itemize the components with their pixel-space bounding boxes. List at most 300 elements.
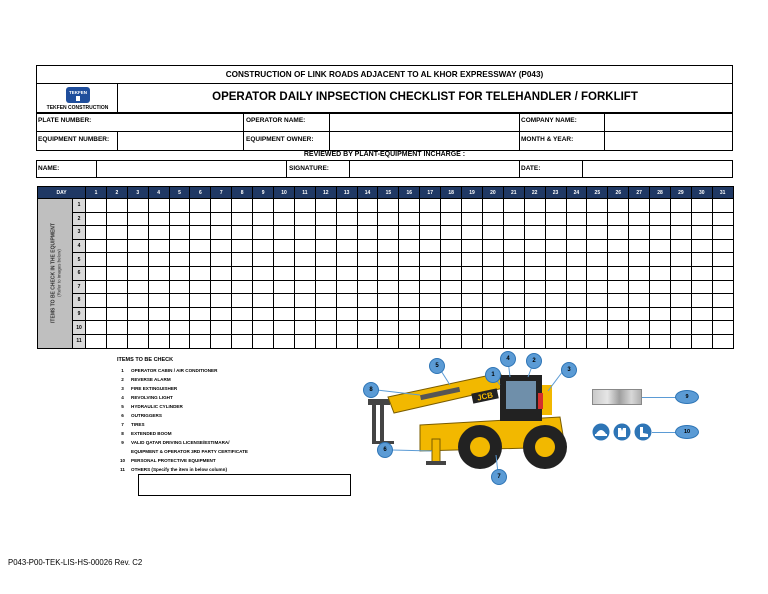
check-cell[interactable] bbox=[253, 266, 274, 280]
check-cell[interactable] bbox=[336, 321, 357, 335]
check-cell[interactable] bbox=[148, 321, 169, 335]
check-cell[interactable] bbox=[566, 321, 587, 335]
check-cell[interactable] bbox=[482, 266, 503, 280]
check-cell[interactable] bbox=[712, 321, 733, 335]
check-cell[interactable] bbox=[232, 253, 253, 267]
check-cell[interactable] bbox=[315, 280, 336, 294]
check-cell[interactable] bbox=[545, 212, 566, 226]
check-cell[interactable] bbox=[127, 280, 148, 294]
check-cell[interactable] bbox=[106, 321, 127, 335]
check-cell[interactable] bbox=[650, 307, 671, 321]
check-cell[interactable] bbox=[482, 321, 503, 335]
check-cell[interactable] bbox=[712, 280, 733, 294]
check-cell[interactable] bbox=[378, 239, 399, 253]
check-cell[interactable] bbox=[190, 266, 211, 280]
check-cell[interactable] bbox=[650, 321, 671, 335]
check-cell[interactable] bbox=[545, 321, 566, 335]
check-cell[interactable] bbox=[378, 199, 399, 213]
check-cell[interactable] bbox=[650, 253, 671, 267]
check-cell[interactable] bbox=[629, 199, 650, 213]
check-cell[interactable] bbox=[670, 294, 691, 308]
check-cell[interactable] bbox=[190, 226, 211, 240]
check-cell[interactable] bbox=[691, 253, 712, 267]
check-cell[interactable] bbox=[378, 280, 399, 294]
check-cell[interactable] bbox=[127, 294, 148, 308]
check-cell[interactable] bbox=[190, 307, 211, 321]
check-cell[interactable] bbox=[608, 294, 629, 308]
check-cell[interactable] bbox=[232, 334, 253, 348]
check-cell[interactable] bbox=[169, 280, 190, 294]
check-cell[interactable] bbox=[86, 199, 107, 213]
check-cell[interactable] bbox=[357, 280, 378, 294]
check-cell[interactable] bbox=[294, 294, 315, 308]
check-cell[interactable] bbox=[482, 253, 503, 267]
check-cell[interactable] bbox=[524, 307, 545, 321]
check-cell[interactable] bbox=[691, 334, 712, 348]
check-cell[interactable] bbox=[503, 199, 524, 213]
check-cell[interactable] bbox=[420, 266, 441, 280]
check-cell[interactable] bbox=[357, 212, 378, 226]
check-cell[interactable] bbox=[629, 307, 650, 321]
check-cell[interactable] bbox=[587, 253, 608, 267]
check-cell[interactable] bbox=[211, 280, 232, 294]
check-cell[interactable] bbox=[545, 307, 566, 321]
check-cell[interactable] bbox=[294, 253, 315, 267]
check-cell[interactable] bbox=[608, 321, 629, 335]
check-cell[interactable] bbox=[169, 239, 190, 253]
check-cell[interactable] bbox=[524, 280, 545, 294]
check-cell[interactable] bbox=[336, 253, 357, 267]
check-cell[interactable] bbox=[712, 199, 733, 213]
check-cell[interactable] bbox=[253, 253, 274, 267]
check-cell[interactable] bbox=[315, 334, 336, 348]
check-cell[interactable] bbox=[232, 239, 253, 253]
check-cell[interactable] bbox=[524, 253, 545, 267]
check-cell[interactable] bbox=[691, 212, 712, 226]
check-cell[interactable] bbox=[169, 212, 190, 226]
check-cell[interactable] bbox=[86, 334, 107, 348]
check-cell[interactable] bbox=[232, 307, 253, 321]
check-cell[interactable] bbox=[524, 334, 545, 348]
check-cell[interactable] bbox=[378, 307, 399, 321]
check-cell[interactable] bbox=[587, 239, 608, 253]
check-cell[interactable] bbox=[587, 266, 608, 280]
check-cell[interactable] bbox=[294, 307, 315, 321]
check-cell[interactable] bbox=[315, 294, 336, 308]
check-cell[interactable] bbox=[294, 239, 315, 253]
check-cell[interactable] bbox=[608, 334, 629, 348]
check-cell[interactable] bbox=[650, 212, 671, 226]
check-cell[interactable] bbox=[148, 266, 169, 280]
check-cell[interactable] bbox=[691, 266, 712, 280]
check-cell[interactable] bbox=[441, 199, 462, 213]
check-cell[interactable] bbox=[441, 294, 462, 308]
check-cell[interactable] bbox=[399, 266, 420, 280]
check-cell[interactable] bbox=[127, 239, 148, 253]
check-cell[interactable] bbox=[629, 266, 650, 280]
check-cell[interactable] bbox=[587, 226, 608, 240]
check-cell[interactable] bbox=[629, 212, 650, 226]
check-cell[interactable] bbox=[357, 226, 378, 240]
check-cell[interactable] bbox=[441, 253, 462, 267]
check-cell[interactable] bbox=[336, 307, 357, 321]
check-cell[interactable] bbox=[106, 307, 127, 321]
check-cell[interactable] bbox=[524, 226, 545, 240]
check-cell[interactable] bbox=[294, 334, 315, 348]
check-cell[interactable] bbox=[106, 334, 127, 348]
check-cell[interactable] bbox=[629, 239, 650, 253]
check-cell[interactable] bbox=[691, 294, 712, 308]
check-cell[interactable] bbox=[106, 212, 127, 226]
check-cell[interactable] bbox=[190, 280, 211, 294]
check-cell[interactable] bbox=[503, 253, 524, 267]
check-cell[interactable] bbox=[691, 321, 712, 335]
check-cell[interactable] bbox=[462, 266, 483, 280]
check-cell[interactable] bbox=[357, 239, 378, 253]
check-cell[interactable] bbox=[357, 334, 378, 348]
check-cell[interactable] bbox=[608, 307, 629, 321]
check-cell[interactable] bbox=[399, 239, 420, 253]
check-cell[interactable] bbox=[378, 212, 399, 226]
check-cell[interactable] bbox=[691, 307, 712, 321]
check-cell[interactable] bbox=[503, 321, 524, 335]
check-cell[interactable] bbox=[608, 239, 629, 253]
check-cell[interactable] bbox=[274, 307, 295, 321]
check-cell[interactable] bbox=[148, 212, 169, 226]
check-cell[interactable] bbox=[148, 280, 169, 294]
check-cell[interactable] bbox=[712, 266, 733, 280]
check-cell[interactable] bbox=[545, 294, 566, 308]
check-cell[interactable] bbox=[629, 280, 650, 294]
check-cell[interactable] bbox=[629, 321, 650, 335]
check-cell[interactable] bbox=[608, 266, 629, 280]
check-cell[interactable] bbox=[190, 212, 211, 226]
check-cell[interactable] bbox=[670, 226, 691, 240]
check-cell[interactable] bbox=[127, 253, 148, 267]
check-cell[interactable] bbox=[482, 294, 503, 308]
check-cell[interactable] bbox=[629, 226, 650, 240]
check-cell[interactable] bbox=[482, 239, 503, 253]
check-cell[interactable] bbox=[482, 199, 503, 213]
check-cell[interactable] bbox=[86, 253, 107, 267]
check-cell[interactable] bbox=[587, 212, 608, 226]
check-cell[interactable] bbox=[190, 294, 211, 308]
check-cell[interactable] bbox=[462, 280, 483, 294]
check-cell[interactable] bbox=[378, 266, 399, 280]
check-cell[interactable] bbox=[670, 334, 691, 348]
check-cell[interactable] bbox=[86, 266, 107, 280]
check-cell[interactable] bbox=[420, 280, 441, 294]
check-cell[interactable] bbox=[566, 239, 587, 253]
check-cell[interactable] bbox=[169, 334, 190, 348]
check-cell[interactable] bbox=[566, 294, 587, 308]
check-cell[interactable] bbox=[127, 266, 148, 280]
check-cell[interactable] bbox=[399, 294, 420, 308]
check-cell[interactable] bbox=[357, 294, 378, 308]
check-cell[interactable] bbox=[190, 321, 211, 335]
check-cell[interactable] bbox=[712, 239, 733, 253]
check-cell[interactable] bbox=[420, 334, 441, 348]
check-cell[interactable] bbox=[545, 334, 566, 348]
check-cell[interactable] bbox=[148, 294, 169, 308]
check-cell[interactable] bbox=[211, 266, 232, 280]
check-cell[interactable] bbox=[524, 199, 545, 213]
check-cell[interactable] bbox=[315, 226, 336, 240]
check-cell[interactable] bbox=[420, 294, 441, 308]
check-cell[interactable] bbox=[294, 266, 315, 280]
check-cell[interactable] bbox=[211, 334, 232, 348]
check-cell[interactable] bbox=[106, 226, 127, 240]
check-cell[interactable] bbox=[441, 239, 462, 253]
check-cell[interactable] bbox=[712, 226, 733, 240]
check-cell[interactable] bbox=[670, 321, 691, 335]
check-cell[interactable] bbox=[190, 253, 211, 267]
check-cell[interactable] bbox=[336, 294, 357, 308]
check-cell[interactable] bbox=[336, 266, 357, 280]
check-cell[interactable] bbox=[169, 294, 190, 308]
check-cell[interactable] bbox=[399, 321, 420, 335]
check-cell[interactable] bbox=[462, 226, 483, 240]
check-cell[interactable] bbox=[315, 266, 336, 280]
check-cell[interactable] bbox=[524, 321, 545, 335]
check-cell[interactable] bbox=[503, 239, 524, 253]
check-cell[interactable] bbox=[441, 226, 462, 240]
check-cell[interactable] bbox=[253, 307, 274, 321]
check-cell[interactable] bbox=[691, 199, 712, 213]
check-cell[interactable] bbox=[650, 294, 671, 308]
check-cell[interactable] bbox=[169, 253, 190, 267]
check-cell[interactable] bbox=[274, 334, 295, 348]
check-cell[interactable] bbox=[482, 280, 503, 294]
check-cell[interactable] bbox=[211, 199, 232, 213]
check-cell[interactable] bbox=[712, 334, 733, 348]
check-cell[interactable] bbox=[106, 294, 127, 308]
check-cell[interactable] bbox=[524, 266, 545, 280]
check-cell[interactable] bbox=[211, 321, 232, 335]
check-cell[interactable] bbox=[86, 280, 107, 294]
check-cell[interactable] bbox=[315, 321, 336, 335]
check-cell[interactable] bbox=[86, 321, 107, 335]
check-cell[interactable] bbox=[462, 294, 483, 308]
check-cell[interactable] bbox=[670, 253, 691, 267]
check-cell[interactable] bbox=[566, 199, 587, 213]
check-cell[interactable] bbox=[524, 239, 545, 253]
check-cell[interactable] bbox=[441, 212, 462, 226]
check-cell[interactable] bbox=[148, 307, 169, 321]
check-cell[interactable] bbox=[106, 199, 127, 213]
check-cell[interactable] bbox=[566, 307, 587, 321]
check-cell[interactable] bbox=[148, 239, 169, 253]
check-cell[interactable] bbox=[608, 212, 629, 226]
check-cell[interactable] bbox=[420, 226, 441, 240]
check-cell[interactable] bbox=[148, 334, 169, 348]
check-cell[interactable] bbox=[86, 226, 107, 240]
check-cell[interactable] bbox=[232, 280, 253, 294]
check-cell[interactable] bbox=[712, 307, 733, 321]
check-cell[interactable] bbox=[670, 307, 691, 321]
check-cell[interactable] bbox=[441, 266, 462, 280]
check-cell[interactable] bbox=[670, 266, 691, 280]
check-cell[interactable] bbox=[253, 239, 274, 253]
check-cell[interactable] bbox=[336, 199, 357, 213]
check-cell[interactable] bbox=[274, 226, 295, 240]
check-cell[interactable] bbox=[503, 334, 524, 348]
check-cell[interactable] bbox=[148, 253, 169, 267]
check-cell[interactable] bbox=[420, 253, 441, 267]
check-cell[interactable] bbox=[587, 334, 608, 348]
check-cell[interactable] bbox=[253, 294, 274, 308]
check-cell[interactable] bbox=[86, 212, 107, 226]
check-cell[interactable] bbox=[545, 266, 566, 280]
check-cell[interactable] bbox=[482, 212, 503, 226]
check-cell[interactable] bbox=[566, 226, 587, 240]
check-cell[interactable] bbox=[629, 294, 650, 308]
check-cell[interactable] bbox=[420, 321, 441, 335]
check-cell[interactable] bbox=[503, 280, 524, 294]
check-cell[interactable] bbox=[670, 280, 691, 294]
check-cell[interactable] bbox=[608, 253, 629, 267]
check-cell[interactable] bbox=[274, 199, 295, 213]
check-cell[interactable] bbox=[399, 253, 420, 267]
check-cell[interactable] bbox=[691, 280, 712, 294]
check-cell[interactable] bbox=[315, 253, 336, 267]
check-cell[interactable] bbox=[294, 212, 315, 226]
check-cell[interactable] bbox=[106, 280, 127, 294]
check-cell[interactable] bbox=[650, 239, 671, 253]
check-cell[interactable] bbox=[462, 239, 483, 253]
check-cell[interactable] bbox=[378, 321, 399, 335]
check-cell[interactable] bbox=[190, 334, 211, 348]
check-cell[interactable] bbox=[462, 253, 483, 267]
check-cell[interactable] bbox=[86, 294, 107, 308]
check-cell[interactable] bbox=[545, 280, 566, 294]
check-cell[interactable] bbox=[211, 253, 232, 267]
check-cell[interactable] bbox=[441, 334, 462, 348]
others-input-box[interactable] bbox=[138, 474, 351, 496]
check-cell[interactable] bbox=[608, 199, 629, 213]
check-cell[interactable] bbox=[650, 226, 671, 240]
check-cell[interactable] bbox=[420, 239, 441, 253]
check-cell[interactable] bbox=[274, 294, 295, 308]
check-cell[interactable] bbox=[127, 334, 148, 348]
check-cell[interactable] bbox=[169, 226, 190, 240]
check-cell[interactable] bbox=[378, 294, 399, 308]
check-cell[interactable] bbox=[253, 199, 274, 213]
check-cell[interactable] bbox=[545, 226, 566, 240]
check-cell[interactable] bbox=[441, 307, 462, 321]
check-cell[interactable] bbox=[399, 334, 420, 348]
check-cell[interactable] bbox=[691, 239, 712, 253]
check-cell[interactable] bbox=[691, 226, 712, 240]
check-cell[interactable] bbox=[127, 212, 148, 226]
check-cell[interactable] bbox=[378, 253, 399, 267]
check-cell[interactable] bbox=[629, 334, 650, 348]
check-cell[interactable] bbox=[587, 307, 608, 321]
check-cell[interactable] bbox=[232, 266, 253, 280]
check-cell[interactable] bbox=[503, 226, 524, 240]
check-cell[interactable] bbox=[650, 280, 671, 294]
check-cell[interactable] bbox=[86, 307, 107, 321]
check-cell[interactable] bbox=[190, 239, 211, 253]
check-cell[interactable] bbox=[336, 239, 357, 253]
check-cell[interactable] bbox=[587, 199, 608, 213]
check-cell[interactable] bbox=[232, 212, 253, 226]
check-cell[interactable] bbox=[127, 199, 148, 213]
check-cell[interactable] bbox=[294, 226, 315, 240]
check-cell[interactable] bbox=[232, 294, 253, 308]
check-cell[interactable] bbox=[650, 266, 671, 280]
check-cell[interactable] bbox=[357, 253, 378, 267]
check-cell[interactable] bbox=[253, 280, 274, 294]
check-cell[interactable] bbox=[315, 199, 336, 213]
check-cell[interactable] bbox=[650, 334, 671, 348]
check-cell[interactable] bbox=[650, 199, 671, 213]
check-cell[interactable] bbox=[106, 266, 127, 280]
check-cell[interactable] bbox=[294, 199, 315, 213]
check-cell[interactable] bbox=[253, 321, 274, 335]
check-cell[interactable] bbox=[712, 212, 733, 226]
check-cell[interactable] bbox=[462, 321, 483, 335]
check-cell[interactable] bbox=[357, 307, 378, 321]
check-cell[interactable] bbox=[608, 226, 629, 240]
check-cell[interactable] bbox=[106, 239, 127, 253]
check-cell[interactable] bbox=[315, 212, 336, 226]
check-cell[interactable] bbox=[524, 294, 545, 308]
check-cell[interactable] bbox=[482, 307, 503, 321]
check-cell[interactable] bbox=[462, 212, 483, 226]
check-cell[interactable] bbox=[482, 334, 503, 348]
check-cell[interactable] bbox=[420, 212, 441, 226]
check-cell[interactable] bbox=[336, 212, 357, 226]
check-cell[interactable] bbox=[211, 294, 232, 308]
check-cell[interactable] bbox=[357, 266, 378, 280]
check-cell[interactable] bbox=[357, 199, 378, 213]
check-cell[interactable] bbox=[587, 280, 608, 294]
check-cell[interactable] bbox=[336, 226, 357, 240]
check-cell[interactable] bbox=[712, 294, 733, 308]
check-cell[interactable] bbox=[566, 280, 587, 294]
check-cell[interactable] bbox=[399, 199, 420, 213]
check-cell[interactable] bbox=[127, 226, 148, 240]
check-cell[interactable] bbox=[169, 307, 190, 321]
check-cell[interactable] bbox=[566, 253, 587, 267]
check-cell[interactable] bbox=[169, 199, 190, 213]
check-cell[interactable] bbox=[336, 280, 357, 294]
check-cell[interactable] bbox=[127, 321, 148, 335]
check-cell[interactable] bbox=[169, 266, 190, 280]
check-cell[interactable] bbox=[232, 321, 253, 335]
check-cell[interactable] bbox=[399, 226, 420, 240]
check-cell[interactable] bbox=[253, 212, 274, 226]
check-cell[interactable] bbox=[253, 334, 274, 348]
check-cell[interactable] bbox=[315, 239, 336, 253]
check-cell[interactable] bbox=[441, 280, 462, 294]
check-cell[interactable] bbox=[274, 253, 295, 267]
check-cell[interactable] bbox=[503, 294, 524, 308]
check-cell[interactable] bbox=[106, 253, 127, 267]
check-cell[interactable] bbox=[629, 253, 650, 267]
check-cell[interactable] bbox=[274, 212, 295, 226]
check-cell[interactable] bbox=[169, 321, 190, 335]
check-cell[interactable] bbox=[190, 199, 211, 213]
check-cell[interactable] bbox=[670, 212, 691, 226]
check-cell[interactable] bbox=[399, 280, 420, 294]
check-cell[interactable] bbox=[462, 199, 483, 213]
check-cell[interactable] bbox=[148, 226, 169, 240]
check-cell[interactable] bbox=[545, 253, 566, 267]
check-cell[interactable] bbox=[86, 239, 107, 253]
check-cell[interactable] bbox=[462, 334, 483, 348]
